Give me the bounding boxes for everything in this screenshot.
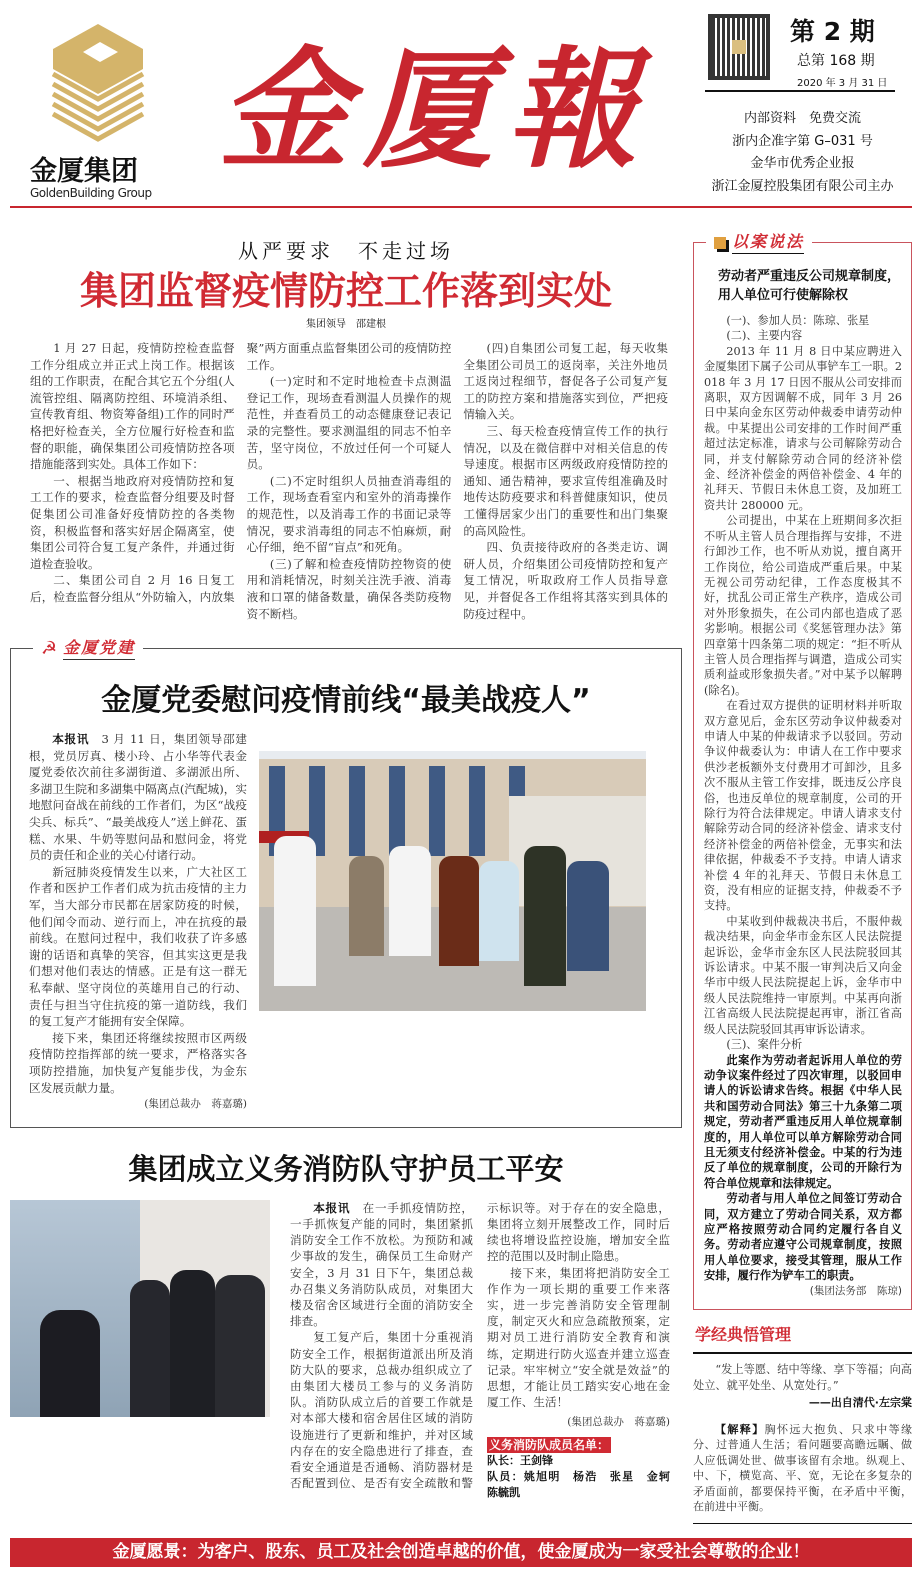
roster-captain: 队长：王剑锋 — [487, 1453, 553, 1467]
party-headline: 金厦党委慰问疫情前线“最美战疫人” — [101, 683, 591, 719]
issue-total: 总第 168 期 — [797, 53, 875, 69]
article-byline: 集团领导 邵建根 — [306, 319, 386, 330]
building-logo-icon — [38, 14, 168, 144]
classics-explanation: 【解释】胸怀远大抱负、只求中等缘分、过普通人生活；看问题要高瞻远瞩、做人应低调处世、做事该留有余地。纵观上、中、下，横览高、平、宽，无论在多复杂的矛盾面前，都要保持平衡，在矛盾中平衡，在前进中平衡。 — [693, 1422, 913, 1513]
header-divider — [10, 206, 912, 208]
case-title: 劳动者严重违反公司规章制度，用人单位可行使解除权 — [718, 269, 901, 303]
fire-headline: 集团成立义务消防队守护员工平安 — [128, 1151, 564, 1186]
article-kicker: 从严要求 不走过场 — [238, 239, 454, 263]
section-title-case: 以案说法 — [732, 231, 804, 254]
case-body: (一)、参加人员：陈琼、张星 (二)、主要内容 2013 年 11 月 8 日中某应聘进入金厦集团下属子公司从事铲车工一职。2018 年 3 月 17 日因不服从公司安排而离职，双方因调解不成，同年 3 月 26 日中某向金东区劳动仲裁委申请劳动仲裁。中某提出公司安排的工作时间严重超过法定标准，请求与公司解除劳动合同，并支付解除劳动合同的经济补偿金、经济补偿金的两倍补偿金、4 年的礼拜天、节假日未休息工资，及加班工资共计 280000 元。 公司提出，中某在上班期间多次拒不听从主管人员合理指挥与安排，不进行卸沙工作，也不听从劝说，擅自离开工作岗位，给公司造成严重后果。中某无视公司劳动纪律，工作态度极其不好，扰乱公司正常生产秩序，造成公司对外形象损失，在公司内部也造成了恶劣影响。根据公司《奖惩管理办法》第四章第十四条第二项的规定：“拒不听从主管人员合理指挥与调遣，造成公司实质利益或形象损失者。”对中某予以解聘(除名)。 在看过双方提供的证明材料并听取双方意见后，金东区劳动争议仲裁委对申请人中某的仲裁请求予以驳回。劳动争议仲裁委认为：申请人在工作中要求供沙老板额外支付费用才可卸沙，且多次不服从主管工作安排，既违反公序良俗，也违反单位的规章制度，公司的开除行为符合法律规定。申请人请求支付解除劳动合同的经济补偿金、请求支付经济补偿金的两倍补偿金，无事实和法律依据，仲裁委不予支持。申请人请求补偿 4 年的礼拜天、节假日未休息工资，没有相应的证据支持，仲裁委不予支持。 中某收到仲裁裁决书后，不服仲裁裁决结果，向金华市金东区人民法院提起诉讼，金华市金东区人民法院驳回其诉讼请求。中某不服一审判决后又向金华市中级人民法院提起上诉，金华市中级人民法院维持一审原判。中某再向浙江省高级人民法院提起再审，浙江省高级人民法院驳回其再审诉讼请求。 (三)、案件分析 此案作为劳动者起诉用人单位的劳动争议案件经过了四次审理，以驳回申请人的诉讼请求告终。根据《中华人民共和国劳动合同法》第三十九条第二项规定，劳动者严重违反用人单位规章制度的，用人单位可以单方解除劳动合同且无须支付经济补偿金。中某的行为违反了单位的规章制度，公司的开除行为符合单位规章和法律规定。 劳动者与用人单位之间签订劳动合同，双方建立了劳动合同关系，双方都应严格按照劳动合同约定履行各自义务。劳动者应遵守公司规章制度，按照用人单位要求，接受其管理，服从工作安排，履行作为铲车工的职责。 (集团法务部 陈琼) — [704, 313, 902, 1299]
masthead-title: 金厦報 — [218, 33, 651, 186]
case-signature: (集团法务部 陈琼) — [809, 1284, 902, 1297]
case-sidebar — [693, 232, 912, 1310]
hammer-sickle-icon: ☭ — [41, 637, 58, 659]
party-section-header — [33, 637, 143, 660]
fire-photo — [10, 1200, 270, 1417]
section-square-icon — [714, 237, 726, 249]
divider — [705, 90, 895, 92]
footer-slogan: 金厦愿景：为客户、股东、员工及社会创造卓越的价值，使金厦成为一家受社会尊敬的企业！ — [112, 1542, 810, 1562]
party-photo — [259, 751, 646, 1011]
party-signature: (集团总裁办 蒋嘉璐) — [144, 1098, 247, 1111]
publication-info: 内部资料 免费交流 浙内企准字第 G–031 号 金华市优秀企业报 浙江金厦控股集团有限公司主办 — [711, 111, 894, 194]
roster-members: 队员：姚旭明 杨浩 张星 金轲 陈毓凯 — [487, 1470, 681, 1500]
lead-label: 本报讯 — [52, 732, 90, 747]
fire-body: 本报讯 在一手抓疫情防控，一手抓恢复产能的同时，集团紧抓消防安全工作不放松。为预防和减少事故的发生，确保员工生命财产安全，3 月 31 日下午，集团总裁办召集义务消防队成员，对集团大楼及宿舍区域进行全面的消防安全排查。 复工复产后，集团十分重视消防安全工作，根据街道派出所及消防大队的要求，总裁办组织成立了由集团大楼员工参与的义务消防队。消防队成立后的首要工作就是对本部大楼和宿舍居住区域的消防设施进行了更新和维护，并对区域内存在的安全隐患进行了排查，查看安全通道是否通畅、消防器材是否配置到位、是否有安全疏散和警示标识等。对于存在的安全隐患，集团将立刻开展整改工作，同时后续也将增设监控设施，增加安全监控的范围以及时制止隐患。 接下来，集团将把消防安全工作作为一项长期的重要工作来落实，进一步完善消防安全管理制度，制定灭火和应急疏散预案，定期对员工进行消防安全教育和演练，定期进行防火巡查并建立巡查记录。牢牢树立“安全就是效益”的思想，才能让员工踏实安心地在金厦工作、生活！ (集团总裁办 蒋嘉璐) 义务消防队成员名单： 队长：王剑锋 队员：姚旭明 杨浩 张星 金轲 陈毓凯 — [290, 1200, 670, 1502]
issue-number: 第 2 期 — [790, 17, 875, 46]
classics-title: 学经典悟管理 — [695, 1325, 792, 1344]
logo-english-name: GoldenBuilding Group — [30, 186, 152, 200]
issue-date: 2020 年 3 月 31 日 — [797, 78, 888, 89]
lead-label: 本报讯 — [313, 1200, 351, 1215]
party-body: 本报讯 3 月 11 日，集团领导邵建根，党员厉真、楼小玲、占小华等代表金厦党委依次前往多湖街道、多湖派出所、多湖卫生院和多湖集中隔离点(汽配城)，实地慰问奋战在前线的工作者们，为区“战疫尖兵、标兵”、“最美战疫人”送上鲜花、蛋糕、水果、牛奶等慰问品和慰问金，将党员的责任和企业的关心付诸行动。 新冠肺炎疫情发生以来，广大社区工作者和医护工作者们成为抗击疫情的主力军，当大部分市民都在居家防疫的时候，他们闻令而动、逆行而上，冲在抗疫的最前线。在慰问过程中，我们收获了许多感谢的话语和真挚的笑容，但其实这更是我们想对他们表达的情感。正是有这一群无私奉献、坚守岗位的英雄用自己的行动、责任与担当守住抗疫的第一道防线，我们的复工复产才能拥有安全保障。 接下来，集团还将继续按照市区两级疫情防控指挥部的统一要求，严格落实各项防控措施，加快复产复能步伐，为金东区发展贡献力量。 (集团总裁办 蒋嘉璐) — [29, 731, 247, 1113]
classics-source: ——出自清代·左宗棠 — [808, 1395, 912, 1409]
case-section-header — [706, 231, 812, 254]
footer-slogan-bar — [10, 1538, 912, 1567]
divider — [693, 1352, 912, 1354]
divider — [693, 1523, 912, 1525]
fire-signature: (集团总裁办 蒋嘉璐) — [567, 1416, 670, 1429]
article-body: 1 月 27 日起，疫情防控检查监督工作分组成立并正式上岗工作。根据该组的工作职责，在配合其它五个分组(人流管控组、隔离防控组、环境消杀组、宣传教育组、物资筹备组)工作的同时严格把好检查关，全方位履行好检查和监督的职能，确保集团公司疫情防控各项措施能落到实处。具体工作如下： 一、根据当地政府对疫情防控和复工工作的要求，检查监督分组要及时督促集团公司准备好疫情防控的各类物资，积极监督和落实好居企隔离室，使集团公司符合复工复产条件，并通过街道检查验收。 二、集团公司自 2 月 16 日复工后，检查监督分组从“外防输入，内放集聚”两方面重点监督集团公司的疫情防控工作。 (一)定时和不定时地检查卡点测温登记工作，现场查看测温人员操作的规范性，并查看员工的动态健康登记表记录的完整性。要求测温组的同志不怕辛苦，坚守岗位，不放过任何一个可疑人员。 (二)不定时组织人员抽查消毒组的工作，现场查看室内和室外的消毒操作的规范性，以及消毒工作的书面记录等情况，要求消毒组的同志不怕麻烦，耐心仔细，绝不留“盲点”和死角。 (三)了解和检查疫情防控物资的使用和消耗情况，时刻关注洗手液、消毒液和口罩的储备数量，确保各类防疫物资不断档。 (四)自集团公司复工起，每天收集全集团公司员工的返岗率，关注外地员工返岗过程细节，督促各子公司复产复工的防控方案和措施落实到位，严把疫情输入关。 三、每天检查疫情宣传工作的执行情况，以及在微信群中对相关信息的传导速度。根据市区两级政府疫情防控的通知、通告精神，要求宣传组准确及时地传达防疫要求和科普健康知识，使员工懂得居家少出门的重要性和出门集聚的高风险性。 四、负责接待政府的各类走访、调研人员，介绍集团公司疫情防控和复产复工情况，听取政府工作人员指导意见，并督促各工作组将其落实到具体的防疫过程中。 — [30, 341, 668, 621]
logo-chinese-name: 金厦集团 — [30, 156, 138, 187]
section-title-party: 金厦党建 — [63, 637, 135, 660]
company-logo — [28, 14, 178, 204]
article-headline: 集团监督疫情防控工作落到实处 — [79, 269, 612, 313]
roster-title: 义务消防队成员名单： — [489, 1437, 610, 1452]
page-header — [0, 0, 918, 212]
classics-quote: “发上等愿、结中等缘、享下等福；向高处立、就平处坐、从宽处行。” — [693, 1362, 912, 1392]
party-section-box — [10, 637, 682, 1128]
qr-code-icon — [708, 14, 770, 80]
